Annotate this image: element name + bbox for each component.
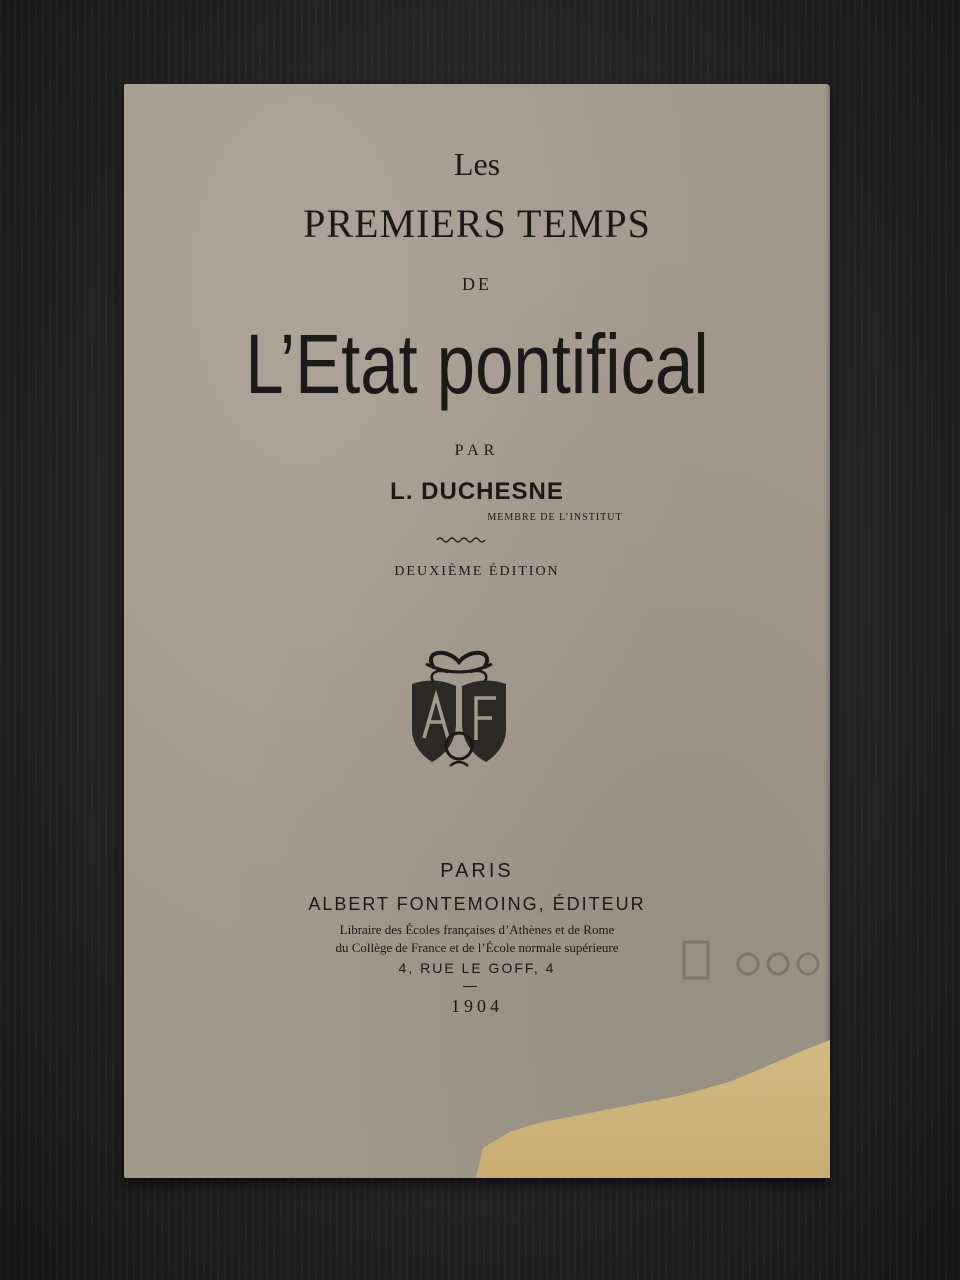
publisher-address: 4, RUE LE GOFF, 4 [398, 960, 556, 976]
title-line-premiers-temps: PREMIERS TEMPS [303, 201, 651, 246]
book-cover [124, 84, 830, 1178]
publication-city: PARIS [440, 860, 514, 882]
by-label: PAR [454, 442, 500, 459]
publisher-note-line-1: Libraire des Écoles françaises d’Athènes et de Rome [339, 922, 615, 937]
faded-library-stamp-icon [644, 940, 824, 980]
publication-year: 1904 [451, 996, 503, 1016]
title-line-les: Les [453, 146, 501, 182]
monogram-emblem-icon [404, 646, 514, 770]
worn-torn-corner [476, 1040, 830, 1178]
author-name: L. DUCHESNE [390, 478, 564, 505]
wavy-divider-icon [436, 536, 488, 544]
publisher-note-line-2: du Collège de France et de l’École normale supérieure [335, 940, 619, 955]
author-title: MEMBRE DE L’INSTITUT [487, 512, 623, 523]
title-line-de: DE [462, 274, 492, 294]
main-title: L’Etat pontifical [245, 317, 709, 411]
year-dash-divider [463, 986, 477, 987]
publisher-name: ALBERT FONTEMOING, ÉDITEUR [308, 894, 646, 914]
edition-label: DEUXIÈME ÉDITION [394, 564, 560, 579]
